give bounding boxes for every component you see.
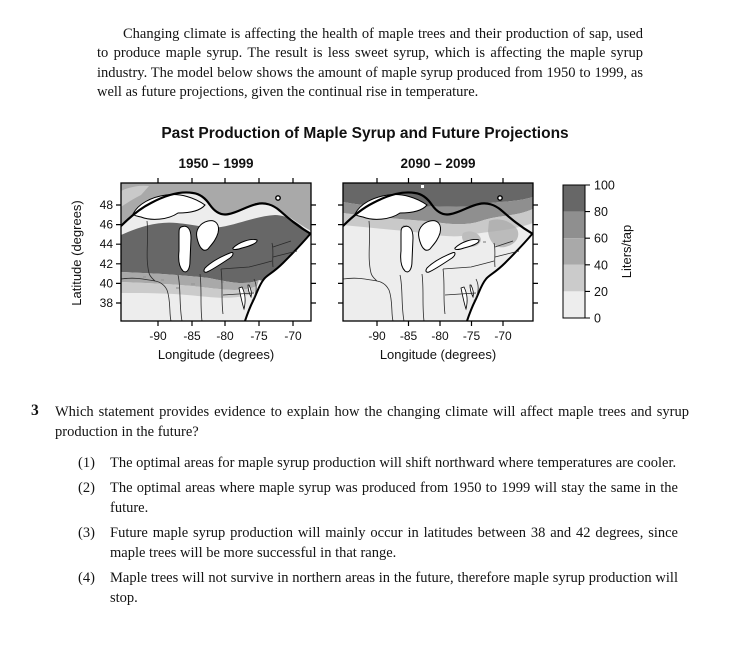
option-3-text: Future maple syrup production will mainly occur in latitudes between 38 and 42 degrees, since maple trees will be more successful in that range.: [110, 525, 678, 561]
option-2-text: The optimal areas where maple syrup was produced from 1950 to 1999 will stay the same in the future.: [110, 480, 678, 516]
option-1-text: The optimal areas for maple syrup production will shift northward where temperatures are cooler.: [110, 455, 677, 471]
answer-options: [0, 453, 730, 608]
x-tick-label: -90: [368, 329, 386, 343]
option-1-label: (1): [78, 455, 95, 471]
colorbar: [563, 179, 634, 326]
colorbar-tick-label: 0: [594, 311, 601, 326]
y-tick-label: 42: [99, 256, 113, 271]
panel2-subtitle: 2090 – 2099: [400, 156, 476, 171]
y-tick-label: 46: [99, 217, 113, 232]
y-tick-label: 38: [99, 296, 113, 310]
colorbar-tick-label: 100: [594, 178, 615, 193]
y-tick-label: 44: [99, 237, 113, 252]
panel1-subtitle: 1950 – 1999: [178, 156, 254, 171]
question-number: 3: [31, 402, 39, 419]
y-tick-label: 48: [99, 198, 113, 212]
colorbar-tick-label: 80: [594, 205, 608, 220]
figure-title: Past Production of Maple Syrup and Future Projections: [161, 125, 569, 142]
y-tick-label: 40: [99, 276, 113, 291]
x-tick-label: -90: [149, 329, 167, 343]
x-tick-label: -85: [399, 329, 418, 343]
option-4-label: (4): [78, 570, 95, 586]
colorbar-tick-label: 40: [594, 258, 608, 273]
maple-syrup-maps-figure: [35, 148, 695, 378]
colorbar-ticks: [585, 185, 590, 318]
longitude-axis-label: Longitude (degrees): [379, 347, 497, 362]
answer-option-4: [0, 568, 730, 608]
option-2-label: (2): [78, 480, 95, 496]
colorbar-tick-label: 20: [594, 284, 608, 299]
x-tick-label: -85: [183, 329, 201, 343]
question-text: Which statement provides evidence to explain how the changing climate will affect maple trees and syrup production in the future?: [55, 404, 689, 440]
colorbar-tick-label: 60: [594, 231, 608, 246]
x-tick-label: -80: [216, 329, 234, 343]
map-1950-1999: [100, 178, 316, 362]
longitude-axis-label: Longitude (degrees): [157, 347, 275, 362]
map-2090-2099: [338, 178, 538, 362]
option-4-text: Maple trees will not survive in northern areas in the future, therefore maple syrup production will stop.: [110, 570, 678, 606]
x-tick-label: -70: [494, 329, 512, 343]
answer-option-2: [0, 478, 730, 518]
x-tick-label: -75: [250, 329, 268, 343]
answer-option-3: [0, 523, 730, 563]
answer-option-1: [0, 453, 730, 473]
latitude-axis-label: Latitude (degrees): [69, 200, 84, 306]
colorbar-label: Liters/tap: [619, 224, 634, 279]
x-tick-label: -80: [431, 329, 449, 343]
x-tick-label: -75: [462, 329, 481, 343]
option-3-label: (3): [78, 525, 95, 541]
x-tick-label: -70: [284, 329, 302, 343]
intro-paragraph: Changing climate is affecting the health of maple trees and their production of sap, used to produce maple syrup. The result is less sweet syrup, which is affecting the maple syrup industry. The model below shows the amount of maple syrup produced from 1950 to 1999, as well as future projections, given the continual rise in temperature.: [97, 25, 643, 100]
question-block: [0, 402, 730, 613]
